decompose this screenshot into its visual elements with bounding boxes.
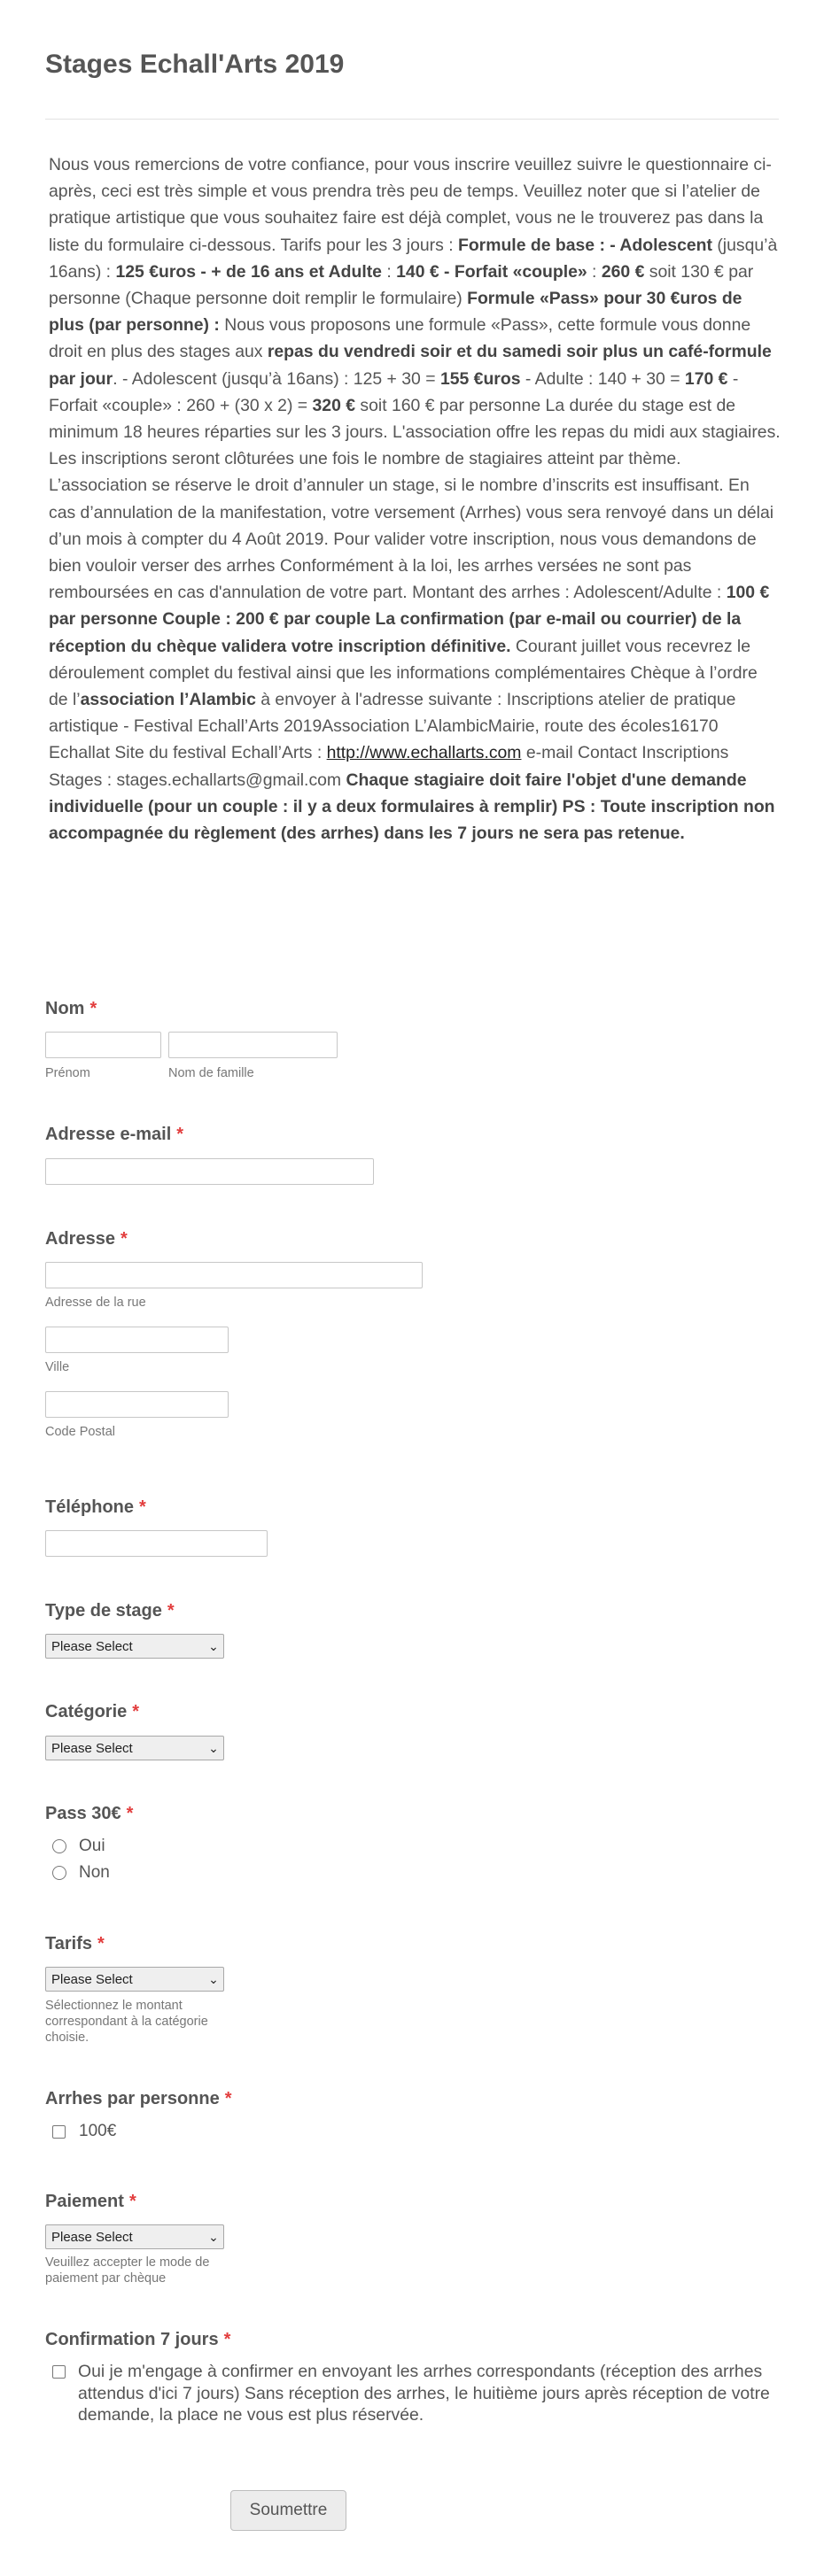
radio-button[interactable]: [52, 1839, 66, 1853]
intro-text-segment: Nous vous proposons une formule «Pass», cette formule vous donne droit en plus des stages aux: [49, 315, 751, 362]
telephone-input[interactable]: [45, 1530, 268, 1557]
required-mark: *: [167, 1601, 175, 1621]
first-name-sublabel: Prénom: [45, 1066, 90, 1080]
chevron-down-icon: ⌄: [208, 2229, 219, 2244]
city-input[interactable]: [45, 1327, 229, 1353]
zip-input[interactable]: [45, 1391, 229, 1418]
intro-text-segment: - Forfait «couple» : 260 + (30 x 2) =: [49, 368, 739, 415]
last-name-input[interactable]: [168, 1032, 338, 1058]
tarifs-help: Sélectionnez le montant correspondant à la catégorie choisie.: [45, 1999, 208, 2045]
intro-bold-text: Formule de base : - Adolescent: [457, 235, 712, 255]
telephone-label: Téléphone *: [45, 1497, 146, 1517]
confirmation-option-text: Oui je m'engage à confirmer en envoyant les arrhes correspondants (réception des arrhes attendus d'ici 7 jours) Sans réception des arrhes, le huitième jours après réception de votre demande, la place ne vous est plus réservée.: [78, 2362, 770, 2425]
type-stage-selected: Please Select: [51, 1638, 133, 1654]
pass-label: Pass 30€ *: [45, 1804, 134, 1823]
chevron-down-icon: ⌄: [208, 1638, 219, 1653]
intro-text-segment: - Adulte : 140 + 30 =: [520, 368, 685, 389]
intro-text-segment: (jusqu’à 16ans) :: [49, 235, 778, 282]
intro-text-segment: . - Adolescent (jusqu’à 16ans) : 125 + 30 =: [113, 368, 440, 389]
required-mark: *: [176, 1125, 184, 1144]
intro-bold-text: 170 €: [684, 368, 728, 389]
intro-text-segment: Courant juillet vous recevrez le déroulement complet du festival ainsi que les informations complémentaires Chèque à l’ordre de l’: [49, 636, 758, 710]
festival-site-link[interactable]: http://www.echallarts.com: [326, 743, 522, 763]
city-sublabel: Ville: [45, 1360, 70, 1374]
tarifs-selected: Please Select: [51, 1971, 133, 1987]
email-input[interactable]: [45, 1158, 374, 1185]
intro-bold-text: 155 €uros: [439, 368, 521, 389]
intro-bold-text: 140 € - Forfait «couple»: [396, 261, 587, 282]
type-stage-select[interactable]: [45, 1634, 224, 1659]
first-name-input[interactable]: [45, 1032, 161, 1058]
intro-bold-text: 320 €: [312, 395, 356, 415]
tarifs-label: Tarifs *: [45, 1934, 105, 1953]
categorie-select[interactable]: [45, 1736, 224, 1760]
email-label: Adresse e-mail *: [45, 1125, 184, 1144]
intro-bold-text: 260 €: [601, 261, 645, 282]
confirmation-label: Confirmation 7 jours *: [45, 2330, 231, 2349]
required-mark: *: [139, 1497, 146, 1517]
chevron-down-icon: ⌄: [208, 1971, 219, 1986]
paiement-selected: Please Select: [51, 2229, 133, 2245]
required-mark: *: [97, 1934, 105, 1953]
arrhes-option[interactable]: 100€: [52, 2122, 116, 2141]
paiement-label: Paiement *: [45, 2192, 136, 2211]
zip-sublabel: Code Postal: [45, 1425, 115, 1439]
form-title: Stages Echall'Arts 2019: [45, 50, 345, 79]
last-name-sublabel: Nom de famille: [168, 1066, 254, 1080]
required-mark: *: [126, 1804, 134, 1823]
pass-option-oui[interactable]: Oui: [52, 1837, 105, 1856]
intro-bold-text: repas du vendredi soir et du samedi soir plus un café-formule par jour: [49, 342, 772, 389]
intro-text-segment: soit 160 € par personne La durée du stage est de minimum 18 heures réparties sur les 3 jours. L'association offre les repas du midi aux stagiaires. Les inscriptions seront clôturées une fois le nombre de stagiaires atteint par thème. L’association se réserve le droit d’annuler un stage, si le nombre d’inscrits est insuffisant. En cas d’annulation de la manifestation, votre versement (Arrhes) vous sera renvoyé dans un délai d’un mois à compter du 4 Août 2019. Pour valider votre inscription, nous vous demandons de bien vouloir verser des arrhes Conformément à la loi, les arrhes versées ne sont pas remboursées en cas d'annulation de votre part. Montant des arrhes : Adolescent/Adulte :: [49, 395, 781, 603]
required-mark: *: [89, 999, 97, 1018]
required-mark: *: [223, 2330, 231, 2349]
arrhes-label: Arrhes par personne *: [45, 2089, 232, 2108]
intro-text-segment: Nous vous remercions de votre confiance, pour vous inscrire veuillez suivre le questionnaire ci-après, ceci est très simple et vous prendra très peu de temps. Veuillez noter que si l’atelier de pratique artistique que vous souhaitez faire est déjà complet, vous ne le trouverez pas dans la liste du formulaire ci-dessous. Tarifs pour les 3 jours :: [49, 155, 772, 255]
chevron-down-icon: ⌄: [208, 1740, 219, 1755]
tarifs-select[interactable]: [45, 1967, 224, 1992]
categorie-label: Catégorie *: [45, 1702, 140, 1721]
checkbox[interactable]: [52, 2125, 66, 2139]
intro-text-segment: à envoyer à l'adresse suivante : Inscriptions atelier de pratique artistique - Festival Echall’Arts 2019Association L’AlambicMairie, route des écoles16170 Echallat Site du festival Echall’Arts :: [49, 690, 736, 763]
intro-text-segment: e-mail Contact Inscriptions Stages : stages.echallarts@gmail.com: [49, 743, 729, 790]
required-mark: *: [128, 2192, 136, 2211]
categorie-selected: Please Select: [51, 1740, 133, 1756]
street-input[interactable]: [45, 1262, 423, 1288]
required-mark: *: [132, 1702, 140, 1721]
type-stage-label: Type de stage *: [45, 1601, 175, 1621]
intro-bold-text: Formule «Pass» pour 30 €uros de plus (par personne) :: [49, 289, 742, 336]
intro-bold-text: 125 €uros - + de 16 ans et Adulte: [115, 261, 382, 282]
intro-text-segment: soit 130 € par personne (Chaque personne doit remplir le formulaire): [49, 261, 754, 309]
required-mark: *: [120, 1229, 128, 1249]
intro-bold-text: Chaque stagiaire doit faire l'objet d'une demande individuelle (pour un couple : il y a deux formulaires à remplir) PS : Toute inscription non accompagnée du règlement (des arrhes) dans les 7 jours ne sera pas retenue.: [49, 770, 775, 844]
confirmation-checkbox[interactable]: [52, 2365, 66, 2379]
paiement-select[interactable]: [45, 2224, 224, 2249]
intro-bold-text: association l’Alambic: [80, 690, 256, 710]
intro-bold-text: 100 € par personne Couple : 200 € par couple La confirmation (par e-mail ou courrier) de la réception du chèque validera votre inscription définitive.: [49, 583, 770, 656]
required-mark: *: [224, 2089, 232, 2108]
submit-button[interactable]: Soumettre: [230, 2490, 346, 2531]
street-sublabel: Adresse de la rue: [45, 1296, 146, 1310]
title-divider: [45, 119, 779, 120]
pass-option-non[interactable]: Non: [52, 1863, 110, 1883]
intro-text-segment: :: [381, 261, 397, 282]
nom-label: Nom *: [45, 999, 97, 1018]
radio-button[interactable]: [52, 1866, 66, 1880]
adresse-label: Adresse *: [45, 1229, 128, 1249]
intro-text: [49, 151, 781, 847]
paiement-help: Veuillez accepter le mode de paiement par chèque: [45, 2255, 210, 2286]
intro-text-segment: :: [587, 261, 602, 282]
